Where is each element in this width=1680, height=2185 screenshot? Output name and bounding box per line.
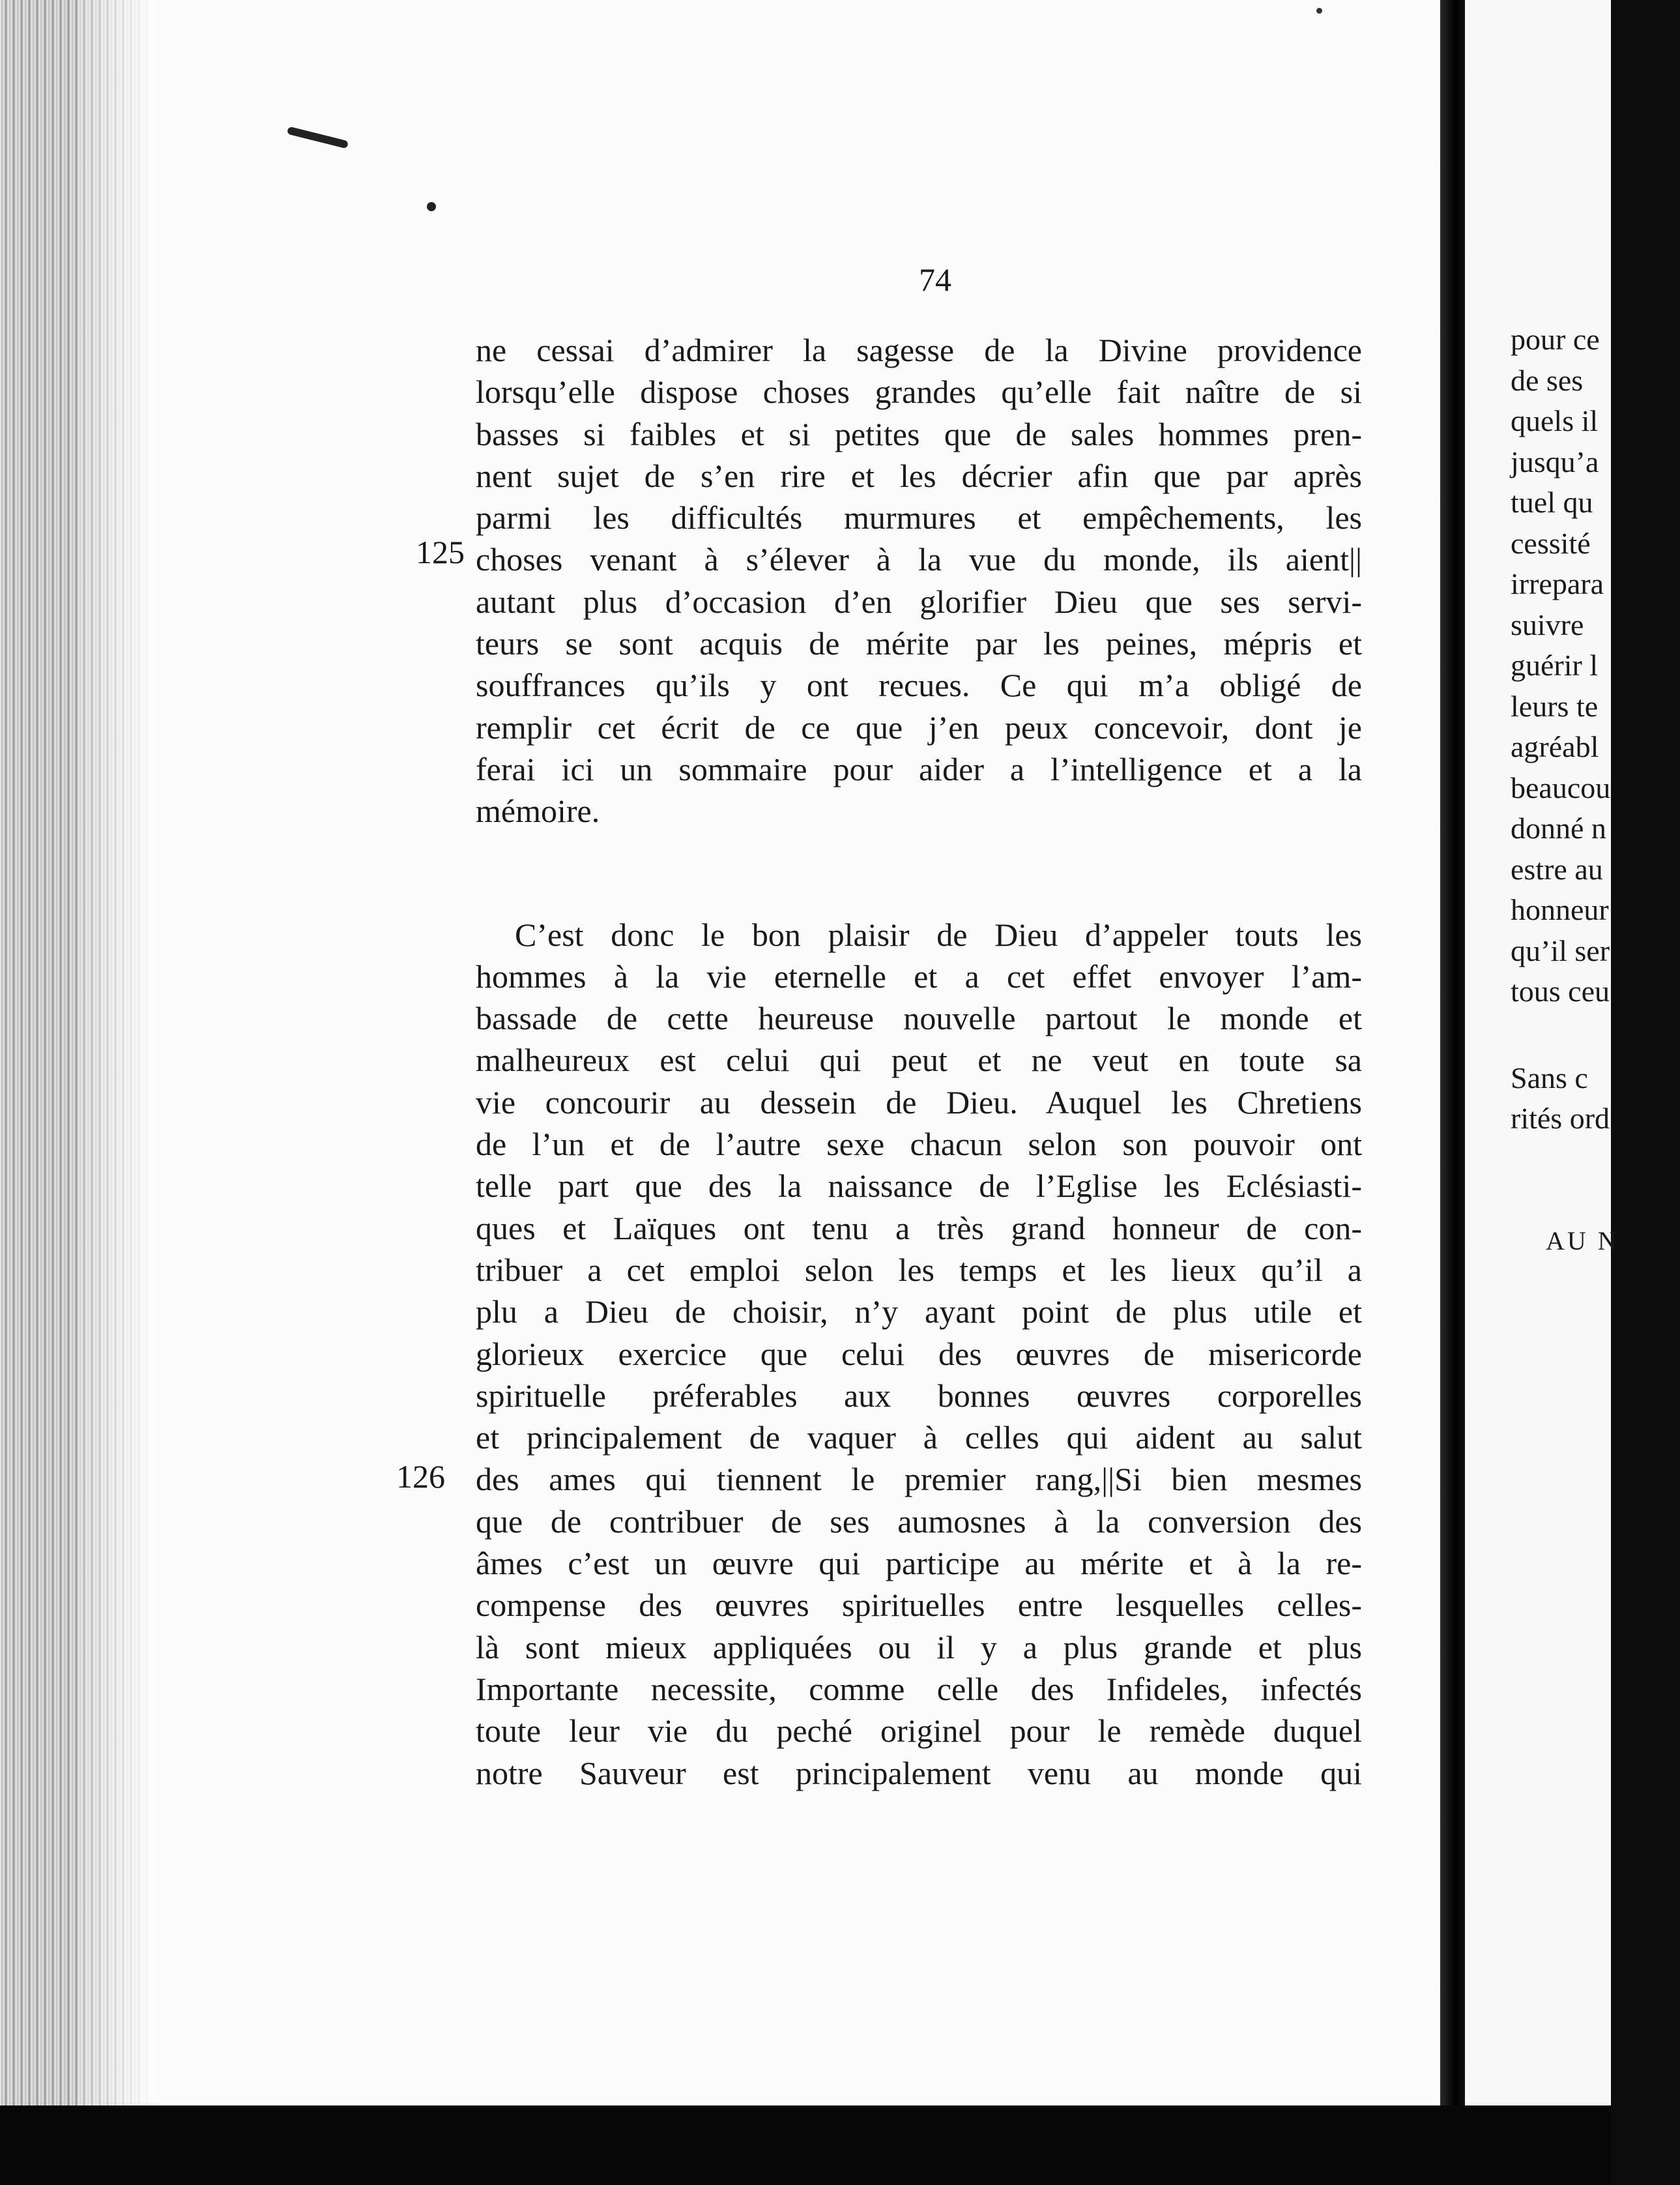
text-line: hommes à la vie eternelle et a cet effet envoyer l’am- [476,958,1362,995]
text-line: ques et Laïques ont tenu a très grand honneur de con- [476,1209,1362,1246]
text-line: irrepara [1511,567,1604,600]
text-line: là sont mieux appliquées ou il y a plus grande et plus [476,1628,1362,1665]
text-line: Importante necessite, comme celle des Infideles, infectés [476,1670,1362,1707]
margin-number: 125 [416,534,465,570]
text-line: nent sujet de s’en rire et les décrier afin que par après [476,457,1362,494]
text-line: malheureux est celui qui peut et ne veut en toute sa [476,1042,1362,1079]
body-text [476,329,1362,1794]
page-number: 74 [919,261,951,298]
text-line: que de contribuer de ses aumosnes à la conversion des [476,1503,1362,1540]
text-line: suivre [1511,608,1584,641]
text-line: tuel qu [1511,486,1593,519]
text-line: jusqu’a [1511,445,1599,478]
paragraph-gap [476,832,1362,914]
text-line: lorsqu’elle dispose choses grandes qu’elle fait naître de si [476,374,1362,411]
text-line: basses si faibles et si petites que de sales hommes pren- [476,415,1362,452]
text-line: Sans c [1511,1061,1588,1094]
scan-speck [1316,8,1322,14]
paragraph-gap [1511,1012,1680,1058]
text-line: telle part que des la naissance de l’Eglise les Eclésiasti- [476,1167,1362,1205]
text-line: notre Sauveur est principalement venu au monde qui [476,1754,1362,1791]
text-line: glorieux exercice que celui des œuvres de misericorde [476,1335,1362,1372]
text-line: honneur [1511,893,1609,926]
scan-bottom-border [0,2105,1611,2185]
text-line: compense des œuvres spirituelles entre lesquelles celles- [476,1587,1362,1624]
text-line: leurs te [1511,689,1599,723]
text-line: mémoire. [476,793,600,830]
page-gutter [1440,0,1465,2105]
text-line: de ses [1511,363,1584,397]
right-page-heading: AU N [1546,1226,1619,1255]
paragraph-2 [476,914,1362,1794]
text-line: beaucou [1511,770,1611,804]
text-line: agréabl [1511,730,1599,763]
text-line: ferai ici un sommaire pour aider a l’intelligence et a la [476,750,1362,787]
right-page-text [1511,319,1680,1139]
text-line: tribuer a cet emploi selon les temps et les lieux qu’il a [476,1251,1362,1288]
text-line: spirituelle préferables aux bonnes œuvres corporelles [476,1377,1362,1414]
book-binding-edge [0,0,153,2105]
text-line: pour ce [1511,323,1600,356]
text-line: C’est donc le bon plaisir de Dieu d’appeler touts les [515,916,1362,953]
text-line: qu’il ser [1511,933,1610,967]
text-line: choses venant à s’élever à la vue du monde, ils aient|| [476,541,1362,578]
text-line: guérir l [1511,649,1599,682]
text-line: de l’un et de l’autre sexe chacun selon son pouvoir ont [476,1126,1362,1163]
text-line: teurs se sont acquis de mérite par les peines, mépris et [476,625,1362,662]
text-line: remplir cet écrit de ce que j’en peux concevoir, dont je [476,709,1362,746]
text-line: souffrances qu’ils y ont recues. Ce qui m’a obligé de [476,667,1362,704]
text-line: plu a Dieu de choisir, n’y ayant point de plus utile et [476,1293,1362,1330]
text-line: autant plus d’occasion d’en glorifier Dieu que ses servi- [476,583,1362,620]
text-line: quels il [1511,404,1599,437]
text-line: toute leur vie du peché originel pour le remède duquel [476,1712,1362,1750]
text-line: des ames qui tiennent le premier rang,||Si bien mesmes [476,1461,1362,1498]
text-line: âmes c’est un œuvre qui participe au mérite et à la re- [476,1545,1362,1582]
margin-number: 126 [396,1458,445,1495]
text-line: parmi les difficultés murmures et empêchements, les [476,499,1362,536]
text-line: et principalement de vaquer à celles qui aident au salut [476,1419,1362,1456]
paragraph-1 [476,329,1362,832]
text-line: cessité [1511,526,1591,560]
text-line: vie concourir au dessein de Dieu. Auquel les Chretiens [476,1083,1362,1121]
text-line: tous ceu [1511,975,1610,1008]
text-line: ne cessai d’admirer la sagesse de la Divine providence [476,332,1362,368]
text-line: bassade de cette heureuse nouvelle partout le monde et [476,1000,1362,1037]
text-line: donné n [1511,812,1606,845]
text-line: rités ord [1511,1102,1610,1135]
scan-speck [427,202,436,211]
text-line: estre au [1511,852,1603,886]
